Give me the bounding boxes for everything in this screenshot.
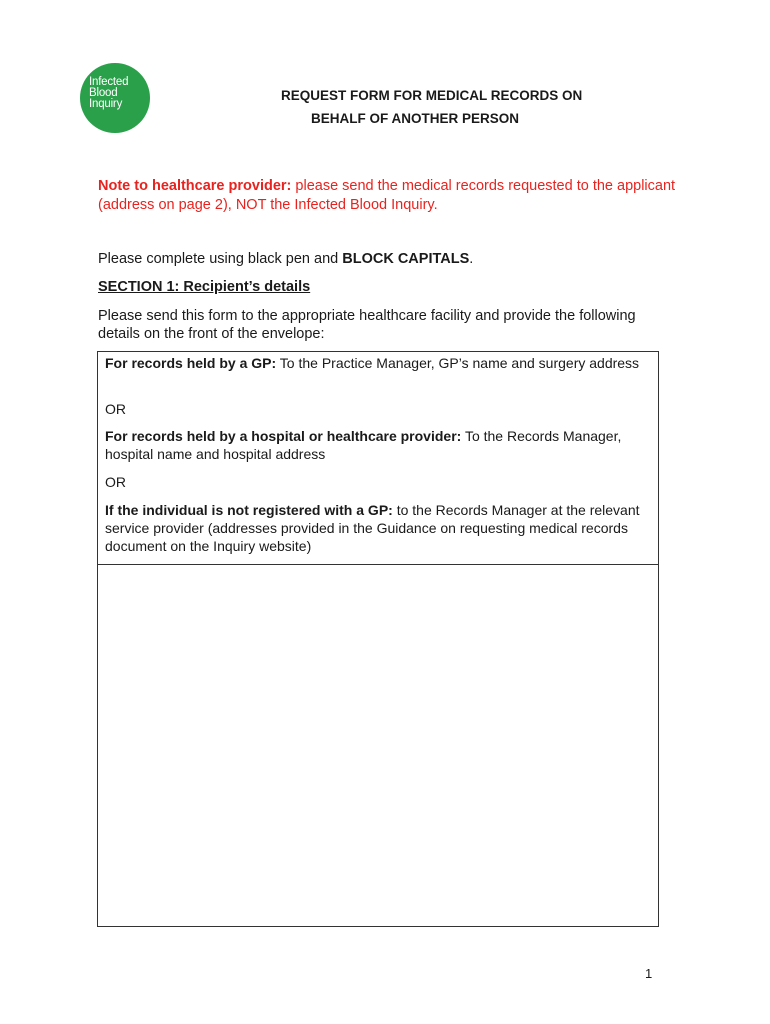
instructions-emphasis: BLOCK CAPITALS [342,251,470,267]
recipient-address-field[interactable] [98,565,658,926]
form-title-line-2: BEHALF OF ANOTHER PERSON [311,111,520,126]
instructions-end: . [469,251,474,267]
form-title-line-1: REQUEST FORM FOR MEDICAL RECORDS ON [281,88,583,103]
logo-line-2: Blood [89,87,118,99]
page-number: 1 [645,966,653,981]
infected-blood-inquiry-logo [80,63,150,133]
gp-guidance [105,354,650,372]
gp-label: For records held by a GP: [105,355,277,371]
hospital-guidance [105,427,650,463]
hospital-label: For records held by a hospital or healthcare provider: [105,428,462,444]
note-label: Note to healthcare provider: [98,178,292,194]
section-1-heading: SECTION 1: Recipient’s details [98,279,311,295]
logo-text [89,77,128,110]
recipient-guidance [98,352,658,565]
gp-text: To the Practice Manager, GP’s name and surgery address [276,355,640,371]
or-separator-1: OR [105,401,126,417]
hospital-text: To the Records Manager, hospital name and hospital address [105,428,622,462]
section-1-intro: Please send this form to the appropriate healthcare facility and provide the following details on the front of the envelope: [98,308,636,342]
not-registered-label: If the individual is not registered with a GP: [105,502,393,518]
note-text: please send the medical records requested to the applicant (address on page 2), NOT the Infected Blood Inquiry. [98,178,676,213]
or-separator-2: OR [105,474,126,490]
healthcare-provider-note [98,177,678,215]
recipient-details-box [97,351,659,927]
not-registered-text: to the Records Manager at the relevant service provider (addresses provided in the Guidance on requesting medical records document on the Inquiry website) [105,502,640,554]
logo-line-1: Infected [89,76,129,88]
logo-line-3: Inquiry [89,98,123,110]
completion-instructions [98,251,473,267]
not-registered-guidance [105,501,650,555]
instructions-text: Please complete using black pen and [98,251,343,267]
